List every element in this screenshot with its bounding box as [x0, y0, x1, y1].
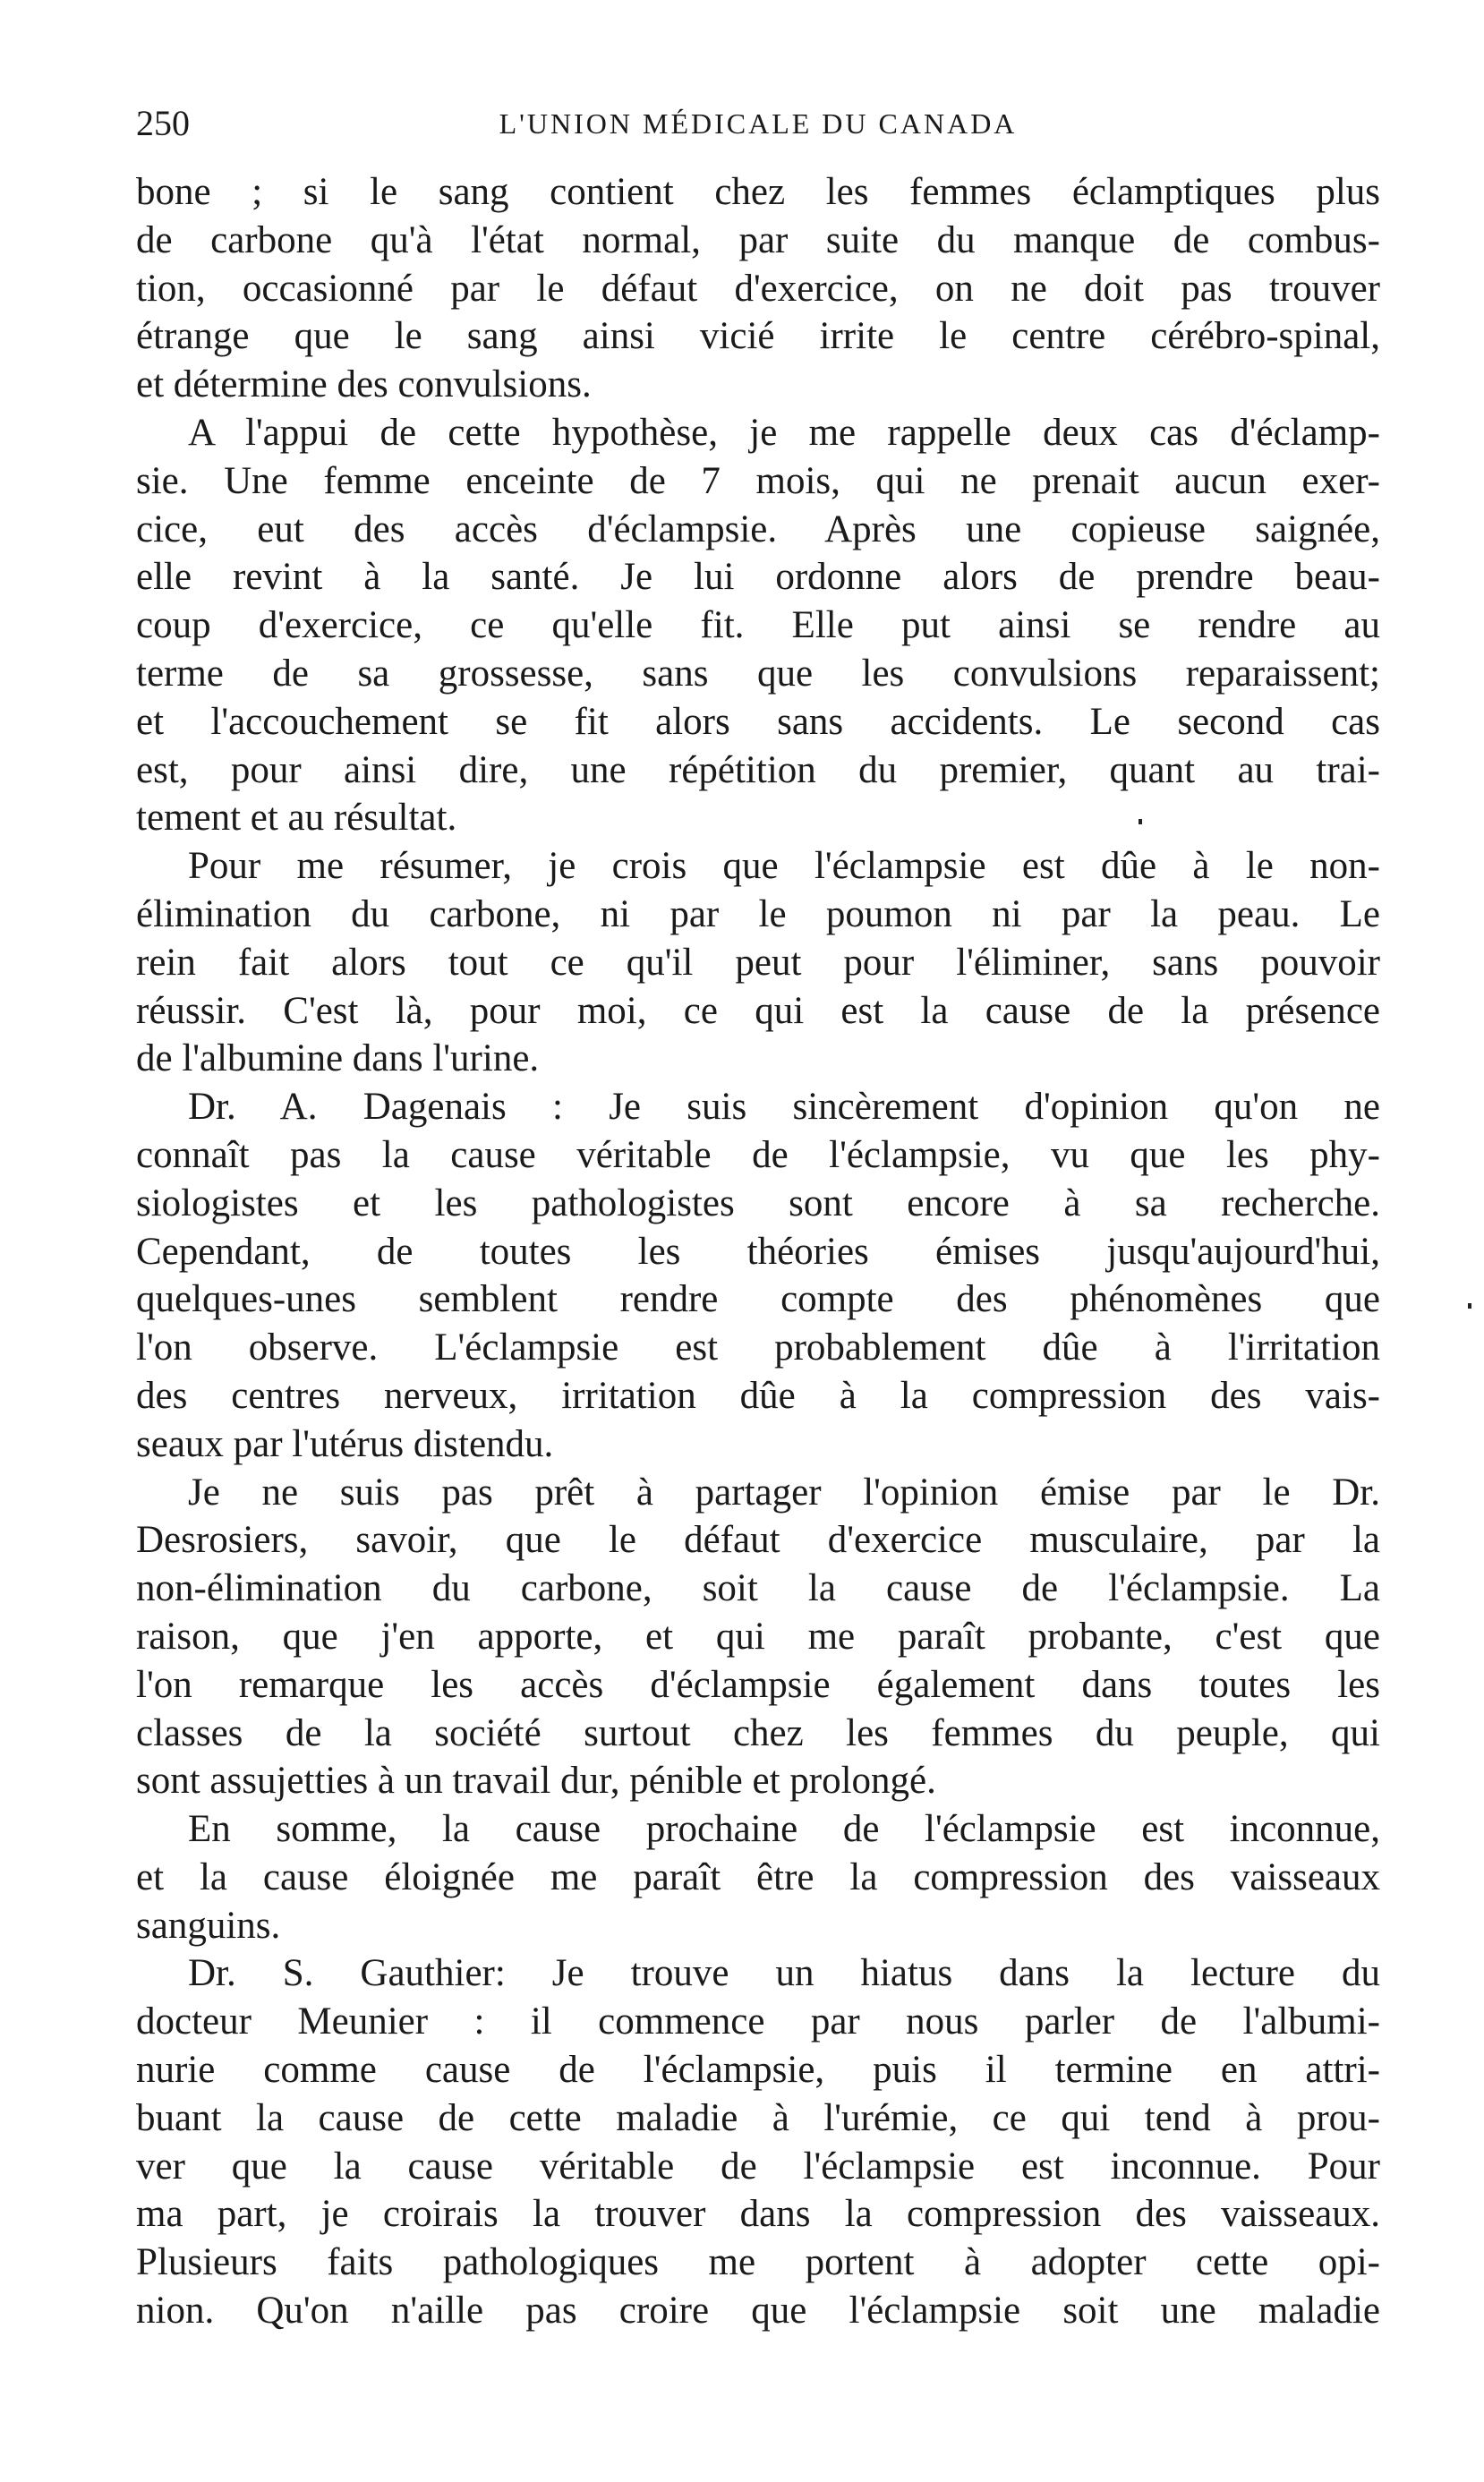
text-line: nurie comme cause de l'éclampsie, puis il termine en attri-: [136, 2049, 1380, 2092]
text-line: elle revint à la santé. Je lui ordonne alors de prendre beau-: [136, 556, 1380, 599]
text-line: réussir. C'est là, pour moi, ce qui est la cause de la présence: [136, 989, 1380, 1032]
paragraph: [136, 168, 1380, 409]
text-line: coup d'exercice, ce qu'elle fit. Elle put ainsi se rendre au: [136, 604, 1380, 647]
text-line: et la cause éloignée me paraît être la compression des vaisseaux: [136, 1855, 1380, 1898]
page-number: 250: [136, 103, 190, 143]
text-line: et détermine des convulsions.: [136, 363, 592, 406]
text-line: Dr. A. Dagenais : Je suis sincèrement d'opinion qu'on ne: [188, 1086, 1380, 1129]
text-line: Cependant, de toutes les théories émises jusqu'aujourd'hui,: [136, 1230, 1380, 1273]
text-line: Plusieurs faits pathologiques me portent à adopter cette opi-: [136, 2241, 1380, 2284]
text-line: seaux par l'utérus distendu.: [136, 1422, 554, 1465]
text-line: élimination du carbone, ni par le poumon ni par la peau. Le: [136, 892, 1380, 935]
text-line: tion, occasionné par le défaut d'exercice, on ne doit pas trouver: [136, 267, 1380, 310]
text-line: sie. Une femme enceinte de 7 mois, qui ne prenait aucun exer-: [136, 459, 1380, 502]
text-line: cice, eut des accès d'éclampsie. Après une copieuse saignée,: [136, 507, 1380, 550]
text-line: l'on observe. L'éclampsie est probablement dûe à l'irritation: [136, 1326, 1380, 1369]
text-line: de l'albumine dans l'urine.: [136, 1037, 540, 1080]
stray-ink-mark: [1468, 1303, 1471, 1309]
text-line: rein fait alors tout ce qu'il peut pour l'éliminer, sans pouvoir: [136, 941, 1380, 984]
article-body: [136, 168, 1380, 2335]
text-line: A l'appui de cette hypothèse, je me rappelle deux cas d'éclamp-: [188, 411, 1380, 454]
text-line: et l'accouchement se fit alors sans accidents. Le second cas: [136, 700, 1380, 743]
text-line: Pour me résumer, je crois que l'éclampsie est dûe à le non-: [188, 845, 1380, 888]
text-line: bone ; si le sang contient chez les femmes éclamptiques plus: [136, 171, 1380, 213]
text-line: l'on remarque les accès d'éclampsie également dans toutes les: [136, 1663, 1380, 1706]
text-line: non-élimination du carbone, soit la cause de l'éclampsie. La: [136, 1567, 1380, 1610]
stray-ink-mark: [1139, 819, 1142, 824]
text-line: quelques-unes semblent rendre compte des phénomènes que: [136, 1278, 1380, 1321]
text-line: docteur Meunier : il commence par nous parler de l'albumi-: [136, 2000, 1380, 2043]
text-line: raison, que j'en apporte, et qui me paraît probante, c'est que: [136, 1615, 1380, 1658]
text-line: Desrosiers, savoir, que le défaut d'exercice musculaire, par la: [136, 1519, 1380, 1562]
text-line: buant la cause de cette maladie à l'urémie, ce qui tend à prou-: [136, 2096, 1380, 2139]
text-line: des centres nerveux, irritation dûe à la compression des vais-: [136, 1374, 1380, 1417]
text-line: Je ne suis pas prêt à partager l'opinion émise par le Dr.: [188, 1471, 1380, 1514]
text-line: classes de la société surtout chez les femmes du peuple, qui: [136, 1711, 1380, 1754]
text-line: ma part, je croirais la trouver dans la compression des vaisseaux.: [136, 2193, 1380, 2236]
text-line: sanguins.: [136, 1904, 281, 1947]
text-line: est, pour ainsi dire, une répétition du premier, quant au trai-: [136, 748, 1380, 791]
text-line: siologistes et les pathologistes sont encore à sa recherche.: [136, 1181, 1380, 1224]
journal-title: L'UNION MÉDICALE DU CANADA: [499, 107, 1018, 140]
paragraph: [136, 1805, 1380, 1949]
paragraph: [136, 1949, 1380, 2334]
text-line: ver que la cause véritable de l'éclampsie est inconnue. Pour: [136, 2145, 1380, 2188]
paragraph: [136, 1083, 1380, 1468]
text-line: terme de sa grossesse, sans que les convulsions reparaissent;: [136, 652, 1380, 695]
text-line: de carbone qu'à l'état normal, par suite du manque de combus-: [136, 218, 1380, 261]
paragraph: [136, 1469, 1380, 1806]
running-head: [136, 97, 1380, 150]
text-line: tement et au résultat.: [136, 797, 457, 840]
text-line: connaît pas la cause véritable de l'éclampsie, vu que les phy-: [136, 1133, 1380, 1176]
paragraph: [136, 409, 1380, 842]
text-line: En somme, la cause prochaine de l'éclampsie est inconnue,: [188, 1808, 1380, 1851]
text-line: Dr. S. Gauthier: Je trouve un hiatus dans la lecture du: [188, 1952, 1380, 1995]
text-line: étrange que le sang ainsi vicié irrite le centre cérébro-spinal,: [136, 315, 1380, 358]
text-line: sont assujetties à un travail dur, pénible et prolongé.: [136, 1760, 936, 1803]
text-line: nion. Qu'on n'aille pas croire que l'éclampsie soit une maladie: [136, 2290, 1380, 2333]
paragraph: [136, 842, 1380, 1083]
